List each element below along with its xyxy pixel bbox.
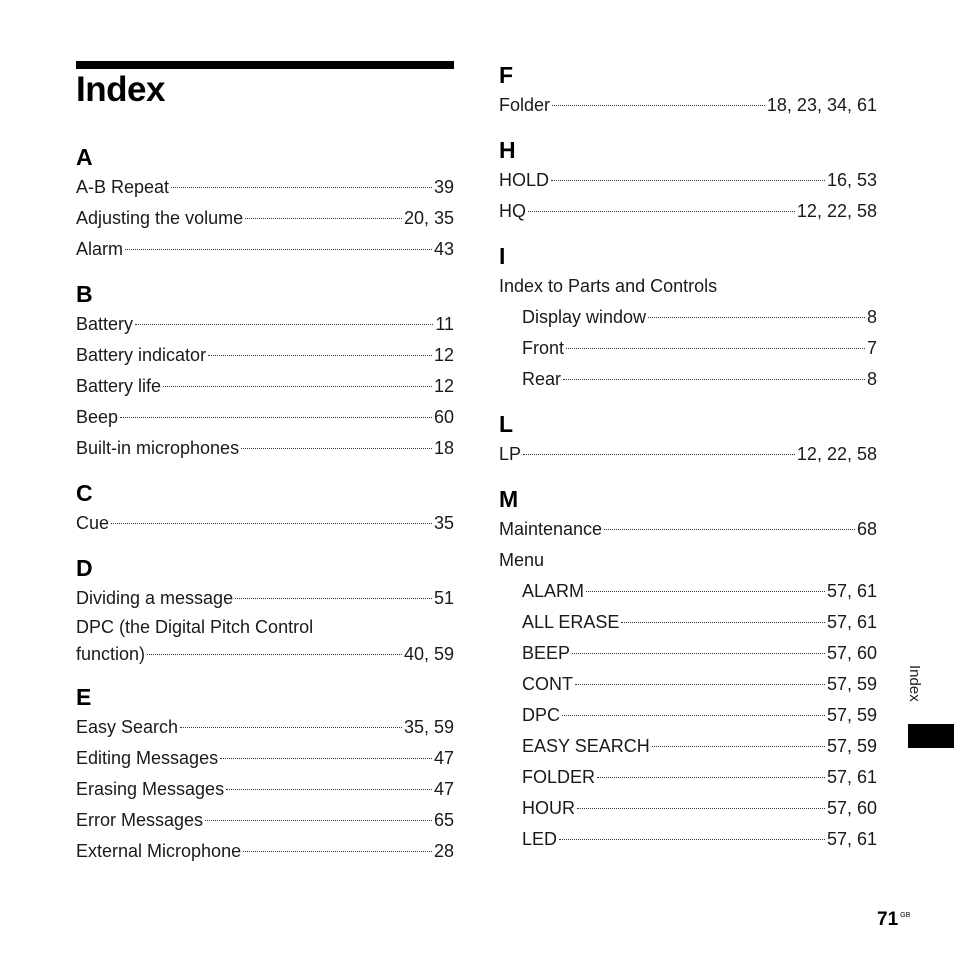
- index-section: [499, 241, 877, 395]
- entry-label: Cue: [76, 513, 110, 533]
- entry-pages: 16, 53: [826, 170, 877, 190]
- dot-leader: [652, 746, 825, 747]
- entry-label: HQ: [499, 201, 526, 221]
- index-entry[interactable]: [76, 712, 454, 743]
- section-letter: H: [499, 137, 516, 163]
- index-entry[interactable]: [76, 340, 454, 371]
- entry-label: Erasing Messages: [76, 779, 225, 799]
- index-column-left: [76, 140, 454, 881]
- entry-pages: 7: [866, 338, 877, 358]
- index-section: [76, 142, 454, 265]
- section-letter: C: [76, 480, 93, 506]
- dot-leader: [241, 448, 432, 449]
- title-rule: [76, 61, 454, 69]
- dot-leader: [125, 249, 432, 250]
- index-entry[interactable]: [76, 371, 454, 402]
- index-subentry[interactable]: [499, 824, 877, 855]
- dot-leader: [205, 820, 432, 821]
- index-subentry[interactable]: [499, 364, 877, 395]
- entry-pages: 57, 61: [826, 829, 877, 849]
- dot-leader: [245, 218, 402, 219]
- section-letter: E: [76, 684, 92, 710]
- section-letter: D: [76, 555, 93, 581]
- index-section: [499, 135, 877, 227]
- entry-label: ALL ERASE: [522, 612, 620, 632]
- dot-leader: [575, 684, 825, 685]
- index-subentry[interactable]: [499, 793, 877, 824]
- index-heading: [499, 271, 877, 302]
- entry-label: DPC: [522, 705, 561, 725]
- entry-pages: 8: [866, 369, 877, 389]
- entry-line-2: [76, 641, 454, 668]
- index-entry[interactable]: [499, 439, 877, 470]
- index-entry[interactable]: [499, 90, 877, 121]
- index-subentry[interactable]: [499, 762, 877, 793]
- entry-pages: 47: [433, 748, 454, 768]
- entry-pages: 57, 59: [826, 705, 877, 725]
- entry-pages: 68: [856, 519, 877, 539]
- dot-leader: [135, 324, 433, 325]
- entry-pages: 57, 61: [826, 612, 877, 632]
- dot-leader: [621, 622, 825, 623]
- entry-label: Beep: [76, 407, 119, 427]
- entry-label: Error Messages: [76, 810, 204, 830]
- index-section: [76, 478, 454, 539]
- dot-leader: [180, 727, 402, 728]
- dot-leader: [226, 789, 432, 790]
- page-number: [877, 909, 910, 931]
- section-letter: L: [499, 411, 514, 437]
- entry-pages: 57, 60: [826, 643, 877, 663]
- entry-label: Dividing a message: [76, 588, 234, 608]
- index-entry[interactable]: [76, 743, 454, 774]
- entry-pages: 57, 61: [826, 581, 877, 601]
- dot-leader: [563, 379, 865, 380]
- index-entry[interactable]: [76, 614, 454, 668]
- dot-leader: [577, 808, 825, 809]
- dot-leader: [120, 417, 432, 418]
- dot-leader: [562, 715, 825, 716]
- entry-pages: 18, 23, 34, 61: [766, 95, 877, 115]
- section-letter: F: [499, 62, 514, 88]
- entry-label: Adjusting the volume: [76, 208, 244, 228]
- dot-leader: [528, 211, 795, 212]
- section-letter: I: [499, 243, 506, 269]
- entry-label: Alarm: [76, 239, 124, 259]
- entry-label: Editing Messages: [76, 748, 219, 768]
- entry-label: ALARM: [522, 581, 585, 601]
- entry-label: Battery indicator: [76, 345, 207, 365]
- index-entry[interactable]: [499, 514, 877, 545]
- entry-label: Built-in microphones: [76, 438, 240, 458]
- side-tab-label: Index: [906, 665, 923, 702]
- index-entry[interactable]: [76, 583, 454, 614]
- entry-pages: 51: [433, 588, 454, 608]
- entry-pages: 28: [433, 841, 454, 861]
- index-subentry[interactable]: [499, 700, 877, 731]
- index-subentry[interactable]: [499, 638, 877, 669]
- index-entry[interactable]: [76, 203, 454, 234]
- dot-leader: [566, 348, 865, 349]
- entry-pages: 57, 60: [826, 798, 877, 818]
- entry-pages: 11: [435, 314, 454, 334]
- entry-label: FOLDER: [522, 767, 596, 787]
- index-subentry[interactable]: [499, 607, 877, 638]
- entry-label: Display window: [522, 307, 647, 327]
- dot-leader: [147, 654, 402, 655]
- entry-pages: 18: [433, 438, 454, 458]
- entry-pages: 12, 22, 58: [796, 201, 877, 221]
- page-number-value: 71: [877, 909, 899, 930]
- entry-pages: 65: [433, 810, 454, 830]
- dot-leader: [604, 529, 855, 530]
- entry-label: Menu: [499, 550, 545, 570]
- section-letter: A: [76, 144, 93, 170]
- index-entry[interactable]: [76, 172, 454, 203]
- entry-pages: 8: [866, 307, 877, 327]
- index-section: [499, 60, 877, 121]
- index-entry[interactable]: [76, 805, 454, 836]
- entry-pages: 12: [433, 376, 454, 396]
- entry-pages: 35, 59: [403, 717, 454, 737]
- entry-label: DPC (the Digital Pitch Control: [76, 617, 314, 637]
- section-letter: M: [499, 486, 519, 512]
- entry-label-continued: function): [76, 644, 146, 664]
- entry-label: Folder: [499, 95, 551, 115]
- entry-label: Maintenance: [499, 519, 603, 539]
- entry-label: Easy Search: [76, 717, 179, 737]
- index-subentry[interactable]: [499, 669, 877, 700]
- dot-leader: [559, 839, 825, 840]
- index-section: [76, 682, 454, 867]
- entry-label: HOUR: [522, 798, 575, 818]
- dot-leader: [552, 105, 765, 106]
- page-title: Index: [76, 70, 165, 109]
- index-entry[interactable]: [76, 402, 454, 433]
- dot-leader: [551, 180, 825, 181]
- index-section: [76, 279, 454, 464]
- entry-label: EASY SEARCH: [522, 736, 650, 756]
- dot-leader: [235, 598, 432, 599]
- side-tab-bar: [908, 724, 954, 748]
- index-entry[interactable]: [499, 165, 877, 196]
- dot-leader: [597, 777, 825, 778]
- entry-pages: 47: [433, 779, 454, 799]
- dot-leader: [648, 317, 865, 318]
- dot-leader: [220, 758, 432, 759]
- dot-leader: [586, 591, 825, 592]
- index-column-right: [499, 58, 877, 869]
- entry-label: HOLD: [499, 170, 550, 190]
- index-subentry[interactable]: [499, 576, 877, 607]
- entry-label: Battery: [76, 314, 134, 334]
- index-entry[interactable]: [76, 309, 454, 340]
- page-number-suffix: GB: [900, 912, 911, 919]
- entry-pages: 12: [433, 345, 454, 365]
- entry-pages: 20, 35: [403, 208, 454, 228]
- entry-label: LED: [522, 829, 558, 849]
- entry-label: Rear: [522, 369, 562, 389]
- entry-label: Battery life: [76, 376, 162, 396]
- entry-pages: 57, 61: [826, 767, 877, 787]
- dot-leader: [572, 653, 825, 654]
- index-section: [499, 409, 877, 470]
- dot-leader: [111, 523, 432, 524]
- entry-pages: 35: [433, 513, 454, 533]
- index-entry[interactable]: [76, 836, 454, 867]
- index-entry[interactable]: [76, 234, 454, 265]
- entry-label: BEEP: [522, 643, 571, 663]
- entry-label: A-B Repeat: [76, 177, 170, 197]
- entry-pages: 39: [433, 177, 454, 197]
- index-section: [76, 553, 454, 668]
- entry-label: Index to Parts and Controls: [499, 276, 718, 296]
- index-entry[interactable]: [76, 508, 454, 539]
- entry-pages: 43: [433, 239, 454, 259]
- index-section: [499, 484, 877, 855]
- dot-leader: [163, 386, 432, 387]
- entry-pages: 57, 59: [826, 736, 877, 756]
- entry-pages: 57, 59: [826, 674, 877, 694]
- index-entry[interactable]: [76, 774, 454, 805]
- index-subentry[interactable]: [499, 333, 877, 364]
- entry-pages: 40, 59: [403, 644, 454, 664]
- index-entry[interactable]: [499, 196, 877, 227]
- index-heading: [499, 545, 877, 576]
- section-letter: B: [76, 281, 93, 307]
- entry-label: External Microphone: [76, 841, 242, 861]
- index-subentry[interactable]: [499, 302, 877, 333]
- index-subentry[interactable]: [499, 731, 877, 762]
- dot-leader: [208, 355, 432, 356]
- entry-label: Front: [522, 338, 565, 358]
- dot-leader: [243, 851, 432, 852]
- dot-leader: [171, 187, 432, 188]
- entry-label: LP: [499, 444, 522, 464]
- dot-leader: [523, 454, 795, 455]
- index-entry[interactable]: [76, 433, 454, 464]
- entry-pages: 60: [433, 407, 454, 427]
- entry-label: CONT: [522, 674, 573, 694]
- entry-pages: 12, 22, 58: [796, 444, 877, 464]
